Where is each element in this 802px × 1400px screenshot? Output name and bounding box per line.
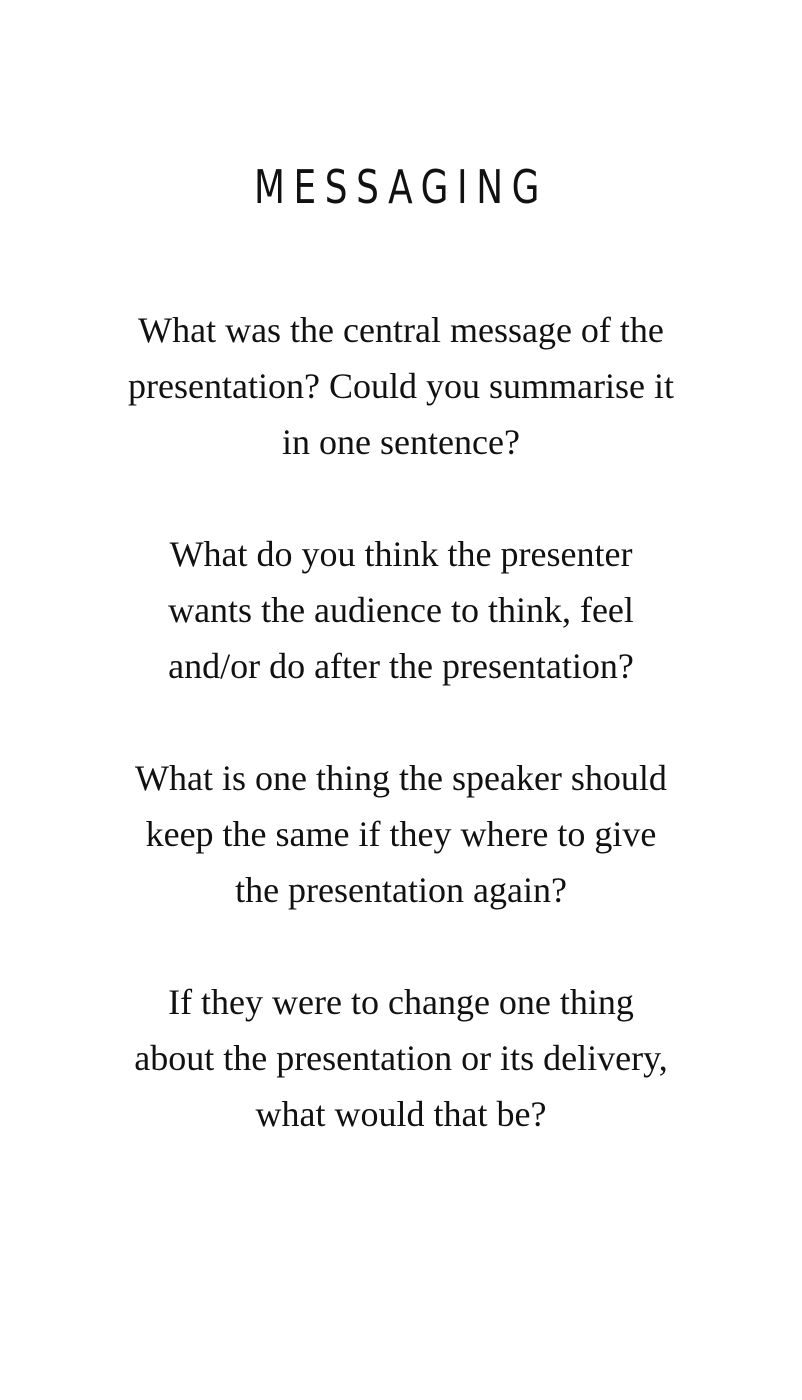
question-line: wants the audience to think, feel: [168, 590, 634, 630]
question-list: [40, 302, 762, 1198]
question-line: in one sentence?: [282, 422, 520, 462]
question-line: presentation? Could you summarise it: [128, 366, 674, 406]
question-item: [40, 974, 762, 1142]
question-line: If they were to change one thing: [168, 982, 634, 1022]
question-item: [40, 526, 762, 694]
question-line: What was the central message of the: [138, 310, 664, 350]
question-line: the presentation again?: [235, 870, 567, 910]
page-title: MESSAGING: [253, 160, 549, 214]
question-line: keep the same if they where to give: [145, 814, 657, 854]
question-line: and/or do after the presentation?: [168, 646, 634, 686]
question-item: [40, 750, 762, 918]
question-item: [40, 302, 762, 470]
question-line: What is one thing the speaker should: [135, 758, 667, 798]
question-line: What do you think the presenter: [169, 534, 633, 574]
question-line: what would that be?: [255, 1094, 547, 1134]
question-line: about the presentation or its delivery,: [134, 1038, 668, 1078]
